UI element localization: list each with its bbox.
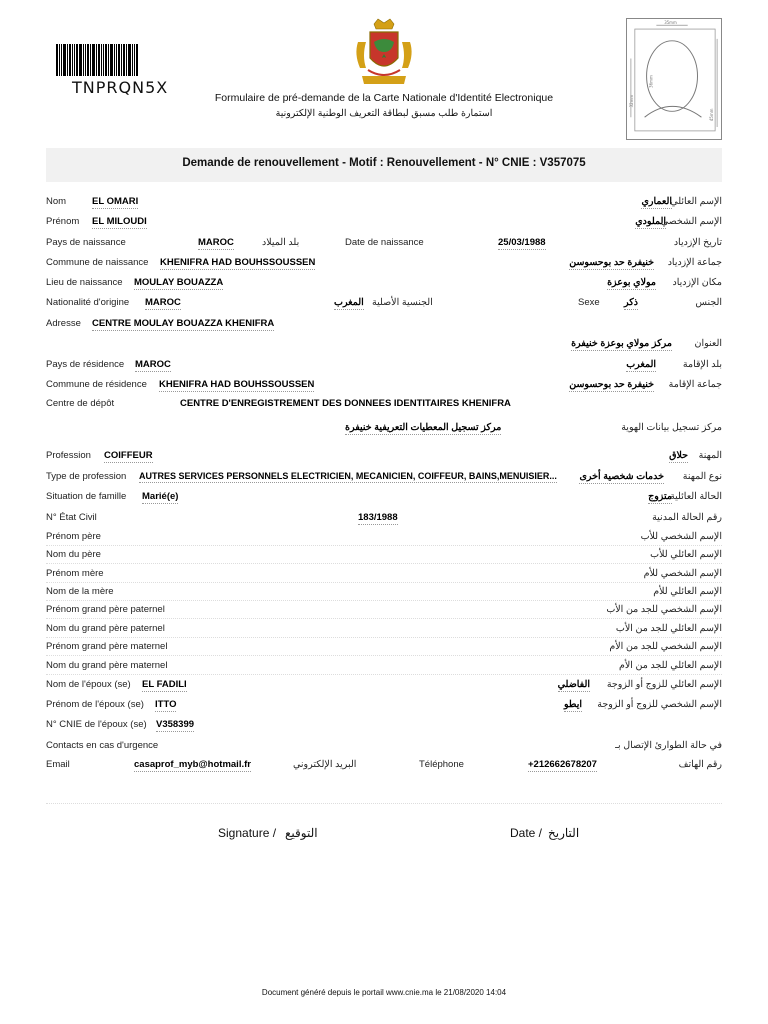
royal-crest-emblem	[348, 18, 420, 88]
barcode-bar	[72, 44, 73, 76]
label-nom-epoux: Nom de l'époux (se)	[46, 679, 131, 690]
label-nationalite-ar: الجنسية الأصلية	[372, 297, 433, 308]
barcode-bar	[116, 44, 117, 76]
value-date-naissance: 25/03/1988	[498, 237, 546, 248]
value-prenom-ar: الملودي	[635, 216, 666, 227]
barcode-bar	[121, 44, 122, 76]
value-nom-epoux: EL FADILI	[142, 679, 187, 690]
value-cnie-epoux: V358399	[156, 719, 195, 730]
value-prenom-epoux: ITTO	[155, 699, 177, 710]
signature-label: Signature /	[218, 826, 277, 840]
label-prenom-pere: Prénom père	[46, 531, 101, 542]
value-prenom: EL MILOUDI	[92, 216, 147, 227]
label-nom-epoux-ar: الإسم العائلي للزوج أو الزوجة	[606, 679, 722, 690]
value-lieu-naissance: MOULAY BOUAZZA	[134, 277, 224, 288]
svg-text:32mm: 32mm	[628, 94, 634, 108]
barcode-bar	[87, 44, 89, 76]
barcode-bar	[123, 44, 125, 76]
value-etat-civil: 183/1988	[358, 512, 398, 523]
label-pays-naissance: Pays de naissance	[46, 237, 126, 248]
value-situation-ar: متزوج	[648, 491, 672, 502]
date-label-ar: التاريخ	[548, 826, 580, 840]
label-prenom-epoux-ar: الإسم الشخصي للزوج أو الزوجة	[597, 699, 722, 710]
label-prenom-gpp-ar: الإسم الشخصي للجد من الأب	[606, 604, 722, 615]
label-telephone: Téléphone	[419, 759, 464, 770]
label-prenom-pere-ar: الإسم الشخصي للأب	[640, 531, 722, 542]
label-centre-depot-ar: مركز تسجيل بيانات الهوية	[621, 422, 722, 433]
label-nom-ar: الإسم العائلي	[670, 196, 722, 207]
label-situation-ar: الحالة العائلية	[670, 491, 722, 502]
label-nom-pere: Nom du père	[46, 549, 101, 560]
svg-text:45mm: 45mm	[709, 108, 715, 122]
label-contacts: Contacts en cas d'urgence	[46, 740, 159, 751]
label-pays-residence: Pays de résidence	[46, 359, 125, 370]
barcode-bar	[83, 44, 84, 76]
value-profession: COIFFEUR	[104, 450, 153, 461]
label-adresse: Adresse	[46, 318, 81, 329]
label-telephone-ar: رقم الهاتف	[678, 759, 722, 770]
label-etat-civil-ar: رقم الحالة المدنية	[652, 512, 722, 523]
label-profession-ar: المهنة	[698, 450, 722, 461]
value-type-profession: AUTRES SERVICES PERSONNELS ELECTRICIEN, MECANICIEN, COIFFEUR, BAINS,MENUISIER...	[139, 471, 557, 481]
label-prenom: Prénom	[46, 216, 80, 227]
value-commune-residence-ar: خنيفرة حد بوحسوسن	[569, 379, 654, 390]
barcode-bar	[63, 44, 66, 76]
signature-label-ar: التوقيع	[285, 826, 318, 840]
value-pays-residence-ar: المغرب	[626, 359, 656, 370]
label-nom-gpp-ar: الإسم العائلي للجد من الأب	[615, 623, 722, 634]
label-nom-gpp: Nom du grand père paternel	[46, 623, 165, 634]
label-lieu-naissance: Lieu de naissance	[46, 277, 123, 288]
barcode-bar	[61, 44, 62, 76]
value-commune-residence: KHENIFRA HAD BOUHSSOUSSEN	[159, 379, 315, 390]
value-telephone: +212662678207	[528, 759, 597, 770]
label-prenom-gpp: Prénom grand père paternel	[46, 604, 165, 615]
barcode-bar	[103, 44, 104, 76]
value-email: casaprof_myb@hotmail.fr	[134, 759, 251, 770]
value-adresse: CENTRE MOULAY BOUAZZA KHENIFRA	[92, 318, 275, 329]
value-nom-epoux-ar: الفاضلي	[557, 679, 590, 690]
label-nationalite: Nationalité d'origine	[46, 297, 130, 308]
value-nationalite: MAROC	[145, 297, 181, 308]
barcode-bar	[105, 44, 107, 76]
footer-note: Document généré depuis le portail www.cnie.ma le 21/08/2020 14:04	[261, 988, 507, 997]
form-title-ar: استمارة طلب مسبق لبطاقة التعريف الوطنية الإلكترونية	[275, 108, 493, 119]
value-nationalite-ar: المغرب	[334, 297, 364, 308]
label-prenom-mere-ar: الإسم الشخصي للأم	[643, 568, 722, 579]
value-pays-residence: MAROC	[135, 359, 171, 370]
request-banner-text: Demande de renouvellement - Motif : Renouvellement - N° CNIE : V357075	[182, 157, 586, 169]
barcode-bar	[132, 44, 133, 76]
label-date-naissance-ar: تاريخ الإزدياد	[673, 237, 722, 248]
barcode-bar	[76, 44, 78, 76]
label-email: Email	[46, 759, 70, 770]
value-type-profession-ar: خدمات شخصية أخرى	[579, 471, 664, 482]
barcode-bar	[85, 44, 86, 76]
barcode-bar	[90, 44, 91, 76]
value-nom-ar: العماري	[641, 196, 672, 207]
value-situation: Marié(e)	[142, 491, 179, 502]
label-email-ar: البريد الإلكتروني	[293, 759, 357, 770]
date-label: Date /	[510, 826, 543, 840]
label-nom: Nom	[46, 196, 67, 207]
svg-text:36mm: 36mm	[648, 75, 654, 88]
label-adresse-ar: العنوان	[694, 338, 722, 349]
value-centre-depot: CENTRE D'ENREGISTREMENT DES DONNEES IDENTITAIRES KHENIFRA	[180, 398, 511, 409]
barcode-bar	[136, 44, 138, 76]
label-cnie-epoux: N° CNIE de l'époux (se)	[46, 719, 147, 730]
barcode-bar	[126, 44, 127, 76]
barcode-bar	[69, 44, 71, 76]
label-pays-naissance-ar: بلد الميلاد	[262, 237, 300, 248]
label-date-naissance: Date de naissance	[345, 237, 424, 248]
value-profession-ar: حلاق	[669, 450, 688, 461]
label-situation: Situation de famille	[46, 491, 127, 502]
label-commune-residence: Commune de résidence	[46, 379, 147, 390]
svg-text:35mm: 35mm	[664, 20, 677, 26]
label-nom-gpm-ar: الإسم العائلي للجد من الأم	[618, 660, 722, 671]
label-prenom-ar: الإسم الشخصي	[660, 216, 722, 227]
label-pays-residence-ar: بلد الإقامة	[682, 359, 722, 370]
label-type-profession: Type de profession	[46, 471, 127, 482]
barcode-bar	[92, 44, 95, 76]
value-adresse-ar: مركز مولاي بوعزة خنيفرة	[571, 338, 672, 349]
barcode-bar	[98, 44, 100, 76]
barcode-bar	[101, 44, 102, 76]
label-nom-pere-ar: الإسم العائلي للأب	[650, 549, 722, 560]
label-nom-gpm: Nom du grand père maternel	[46, 660, 168, 671]
value-commune-naissance: KHENIFRA HAD BOUHSSOUSSEN	[160, 257, 316, 268]
barcode-bar	[59, 44, 60, 76]
label-profession: Profession	[46, 450, 91, 461]
label-commune-naissance: Commune de naissance	[46, 257, 149, 268]
value-prenom-epoux-ar: ايطو	[564, 699, 582, 710]
label-commune-residence-ar: جماعة الإقامة	[668, 379, 722, 390]
photo-placeholder	[626, 18, 722, 140]
label-nom-mere-ar: الإسم العائلي للأم	[653, 586, 722, 597]
barcode-bar	[79, 44, 82, 76]
request-code: TNPRQN5X	[72, 78, 169, 97]
barcode-bar	[108, 44, 109, 76]
label-etat-civil: N° État Civil	[46, 512, 97, 523]
value-lieu-naissance-ar: مولاي بوعزة	[607, 277, 656, 288]
label-contacts-ar: في حالة الطوارئ الإتصال بـ	[615, 740, 722, 751]
barcode-bar	[56, 44, 58, 76]
barcode-bar	[67, 44, 68, 76]
value-pays-naissance: MAROC	[198, 237, 234, 248]
label-type-profession-ar: نوع المهنة	[682, 471, 722, 482]
label-sexe: Sexe	[578, 297, 600, 308]
label-commune-naissance-ar: جماعة الإزدياد	[667, 257, 722, 268]
barcode-bar	[114, 44, 115, 76]
label-nom-mere: Nom de la mère	[46, 586, 114, 597]
form-title-fr: Formulaire de pré-demande de la Carte Nationale d'Identité Electronique	[214, 92, 554, 104]
label-prenom-epoux: Prénom de l'époux (se)	[46, 699, 144, 710]
label-centre-depot: Centre de dépôt	[46, 398, 115, 409]
label-prenom-gpm: Prénom grand père maternel	[46, 641, 168, 652]
label-lieu-naissance-ar: مكان الإزدياد	[672, 277, 722, 288]
value-centre-depot-ar: مركز تسجيل المعطيات التعريفية خنيفرة	[345, 422, 502, 433]
barcode-bar	[74, 44, 75, 76]
label-prenom-gpm-ar: الإسم الشخصي للجد من الأم	[609, 641, 722, 652]
barcode-bar	[128, 44, 131, 76]
label-prenom-mere: Prénom mère	[46, 568, 104, 579]
value-sexe-ar: ذكر	[624, 297, 638, 308]
label-sexe-ar: الجنس	[695, 297, 722, 308]
barcode-bar	[110, 44, 113, 76]
barcode-bar	[96, 44, 97, 76]
value-commune-naissance-ar: خنيفرة حد بوحسوسن	[569, 257, 654, 268]
barcode-bar	[134, 44, 135, 76]
barcode	[56, 44, 156, 76]
barcode-bar	[118, 44, 120, 76]
value-nom: EL OMARI	[92, 196, 139, 207]
